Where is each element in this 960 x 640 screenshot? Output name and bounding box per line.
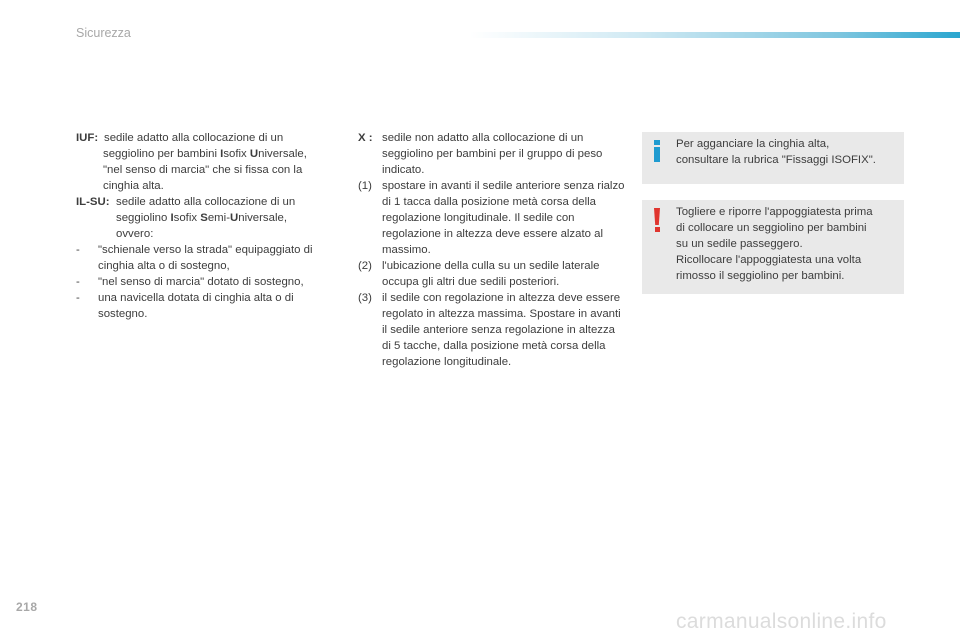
section-title: Sicurezza [76, 26, 131, 40]
notes-column [358, 130, 626, 370]
warning-line3: su un sedile passeggero. [676, 238, 803, 250]
iuf-line1: sedile adatto alla collocazione di un [104, 132, 284, 144]
iuf-term: IUF: [76, 132, 99, 144]
watermark-link[interactable]: carmanualsonline.info [676, 610, 887, 633]
isofix-legend-column [76, 130, 338, 322]
warning-box [642, 200, 904, 294]
x-term: X : [358, 132, 373, 144]
iuf-definition [76, 130, 338, 146]
warning-line2: di collocare un seggiolino per bambini [676, 222, 867, 234]
note-item-2: (2) l'ubicazione della culla su un sedile laterale occupa gli altri due sedili posteriori. [358, 260, 600, 288]
warning-line5: rimosso il seggiolino per bambini. [676, 270, 845, 282]
list-item: - "schienale verso la strada" equipaggiato di cinghia alta o di sostegno, [76, 244, 313, 272]
x-text: sedile non adatto alla collocazione di un seggiolino per bambini per il gruppo di peso indicato. [382, 132, 603, 176]
ilsu-line1: sedile adatto alla collocazione di un [116, 196, 296, 208]
page-number: 218 [16, 600, 38, 614]
warning-line4: Ricollocare l'appoggiatesta una volta [676, 254, 862, 266]
note-item-3: (3) il sedile con regolazione in altezza deve essere regolato in altezza massima. Spostare in avanti il sedile anteriore senza regolazione in altezza di 5 tacche, dalla posizione metà corsa della regolazione longitudinale. [358, 292, 621, 368]
warning-exclamation-icon [653, 208, 663, 232]
info-icon [652, 140, 662, 162]
ilsu-line3: ovvero: [116, 228, 154, 240]
warning-line1: Togliere e riporre l'appoggiatesta prima [676, 206, 873, 218]
iuf-line3: "nel senso di marcia" che si fissa con la [103, 164, 303, 176]
ilsu-term: IL-SU: [76, 196, 110, 208]
info-line1: Per agganciare la cinghia alta, [676, 138, 830, 150]
list-item: - "nel senso di marcia" dotato di sostegno, [76, 276, 304, 288]
info-line2: consultare la rubrica "Fissaggi ISOFIX". [676, 154, 876, 166]
x-definition [358, 130, 626, 178]
iuf-line2: seggiolino per bambini Isofix Universale, [103, 148, 307, 160]
header-accent-bar [470, 32, 960, 38]
ilsu-definition [76, 194, 338, 210]
ilsu-line2: seggiolino Isofix Semi-Universale, [116, 212, 287, 224]
iuf-line4: cinghia alta. [103, 180, 164, 192]
list-item: - una navicella dotata di cinghia alta o di sostegno. [76, 292, 294, 320]
info-box [642, 132, 904, 184]
note-item-1: (1) spostare in avanti il sedile anteriore senza rialzo di 1 tacca dalla posizione metà corsa della regolazione longitudinale. Il sedile con regolazione in altezza deve essere alzato al massimo. [358, 180, 625, 256]
